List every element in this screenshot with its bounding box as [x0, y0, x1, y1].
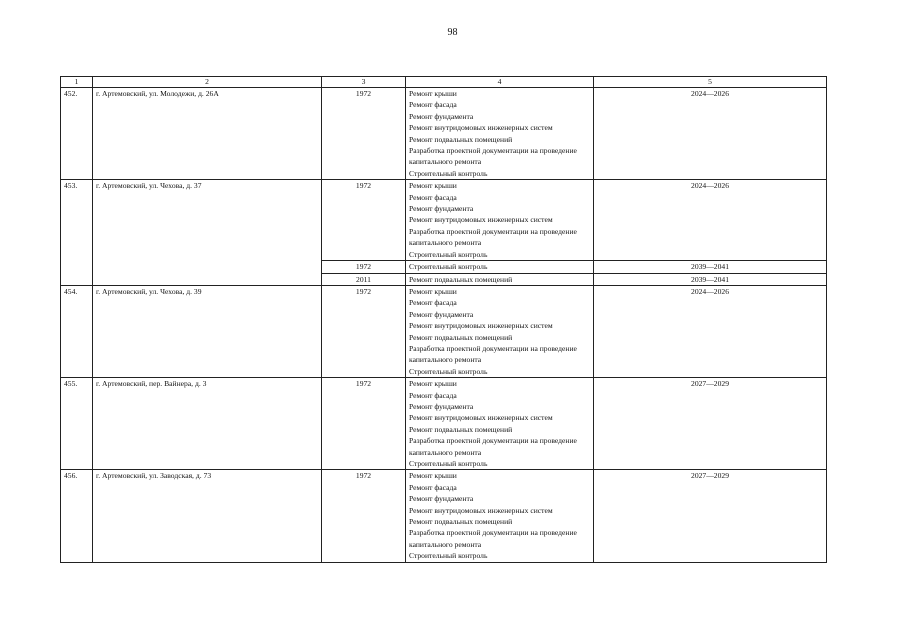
repair-schedule-table [60, 76, 827, 563]
work-item: Ремонт внутридомовых инженерных систем [409, 215, 553, 225]
work-item: Разработка проектной документации на проведение капитального ремонта [409, 343, 577, 365]
work-item: Ремонт фундамента [409, 111, 474, 121]
work-item: Ремонт фасада [409, 298, 457, 308]
construction-year: 1972 [322, 261, 406, 273]
work-item: Строительный контроль [409, 168, 488, 178]
table-row [61, 88, 827, 180]
work-item: Ремонт подвальных помещений [409, 134, 513, 144]
works-list [406, 285, 594, 377]
work-item: Ремонт внутридомовых инженерных систем [409, 505, 553, 515]
work-item: Разработка проектной документации на проведение капитального ремонта [409, 146, 577, 167]
column-header: 4 [406, 77, 594, 88]
construction-year: 1972 [322, 88, 406, 180]
work-item: Ремонт подвальных помещений [409, 424, 513, 434]
works-list [406, 378, 594, 470]
work-item: Разработка проектной документации на проведение капитального ремонта [409, 226, 577, 248]
page-number: 98 [447, 27, 458, 38]
work-item: Строительный контроль [409, 366, 488, 376]
repair-period: 2039—2041 [594, 273, 827, 285]
work-item: Ремонт крыши [409, 286, 457, 296]
table-row [61, 470, 827, 562]
work-item: Ремонт крыши [409, 471, 457, 481]
row-number: 454. [61, 285, 93, 377]
repair-period: 2027—2029 [594, 378, 827, 470]
address: г. Артемовский, пер. Вайнера, д. 3 [93, 378, 322, 470]
row-number: 453. [61, 180, 93, 286]
construction-year: 1972 [322, 180, 406, 261]
work-item: Ремонт фасада [409, 482, 457, 492]
address: г. Артемовский, ул. Заводская, д. 73 [93, 470, 322, 562]
works-list [406, 261, 594, 273]
table-row [61, 180, 827, 261]
work-item: Ремонт фундамента [409, 204, 474, 214]
work-item: Ремонт фасада [409, 390, 457, 400]
construction-year: 1972 [322, 470, 406, 562]
work-item: Строительный контроль [409, 459, 488, 468]
work-item: Ремонт фундамента [409, 494, 474, 504]
address: г. Артемовский, ул. Чехова, д. 37 [93, 180, 322, 286]
construction-year: 1972 [322, 285, 406, 377]
work-item: Ремонт крыши [409, 181, 457, 191]
work-item: Ремонт крыши [409, 379, 457, 389]
column-header: 3 [322, 77, 406, 88]
work-item: Ремонт внутридомовых инженерных систем [409, 321, 553, 331]
work-item: Ремонт подвальных помещений [409, 274, 513, 284]
work-item: Строительный контроль [409, 551, 488, 561]
row-number: 452. [61, 88, 93, 180]
works-list [406, 88, 594, 180]
repair-period: 2024—2026 [594, 285, 827, 377]
work-item: Ремонт крыши [409, 89, 457, 98]
construction-year: 2011 [322, 273, 406, 285]
address: г. Артемовский, ул. Молодежи, д. 26А [93, 88, 322, 180]
work-item: Ремонт фасада [409, 192, 457, 202]
table-row [61, 285, 827, 377]
construction-year: 1972 [322, 378, 406, 470]
works-list [406, 470, 594, 562]
work-item: Строительный контроль [409, 249, 488, 259]
work-item: Ремонт фундамента [409, 401, 474, 411]
work-item: Разработка проектной документации на проведение капитального ремонта [409, 436, 577, 457]
work-item: Ремонт фундамента [409, 309, 474, 319]
row-number: 456. [61, 470, 93, 562]
repair-period: 2024—2026 [594, 180, 827, 261]
repair-period: 2039—2041 [594, 261, 827, 273]
works-list [406, 273, 594, 285]
table-row [61, 378, 827, 470]
work-item: Ремонт подвальных помещений [409, 517, 513, 527]
repair-period: 2027—2029 [594, 470, 827, 562]
repair-period: 2024—2026 [594, 88, 827, 180]
work-item: Разработка проектной документации на проведение капитального ремонта [409, 528, 577, 549]
column-header: 1 [61, 77, 93, 88]
table-body [61, 77, 827, 563]
row-number: 455. [61, 378, 93, 470]
work-item: Ремонт внутридомовых инженерных систем [409, 123, 553, 133]
work-item: Ремонт внутридомовых инженерных систем [409, 413, 553, 423]
works-list [406, 180, 594, 261]
work-item: Строительный контроль [409, 262, 488, 272]
column-header: 2 [93, 77, 322, 88]
column-header: 5 [594, 77, 827, 88]
column-number-header-row [61, 77, 827, 88]
address: г. Артемовский, ул. Чехова, д. 39 [93, 285, 322, 377]
work-item: Ремонт фасада [409, 100, 457, 110]
work-item: Ремонт подвальных помещений [409, 332, 513, 342]
